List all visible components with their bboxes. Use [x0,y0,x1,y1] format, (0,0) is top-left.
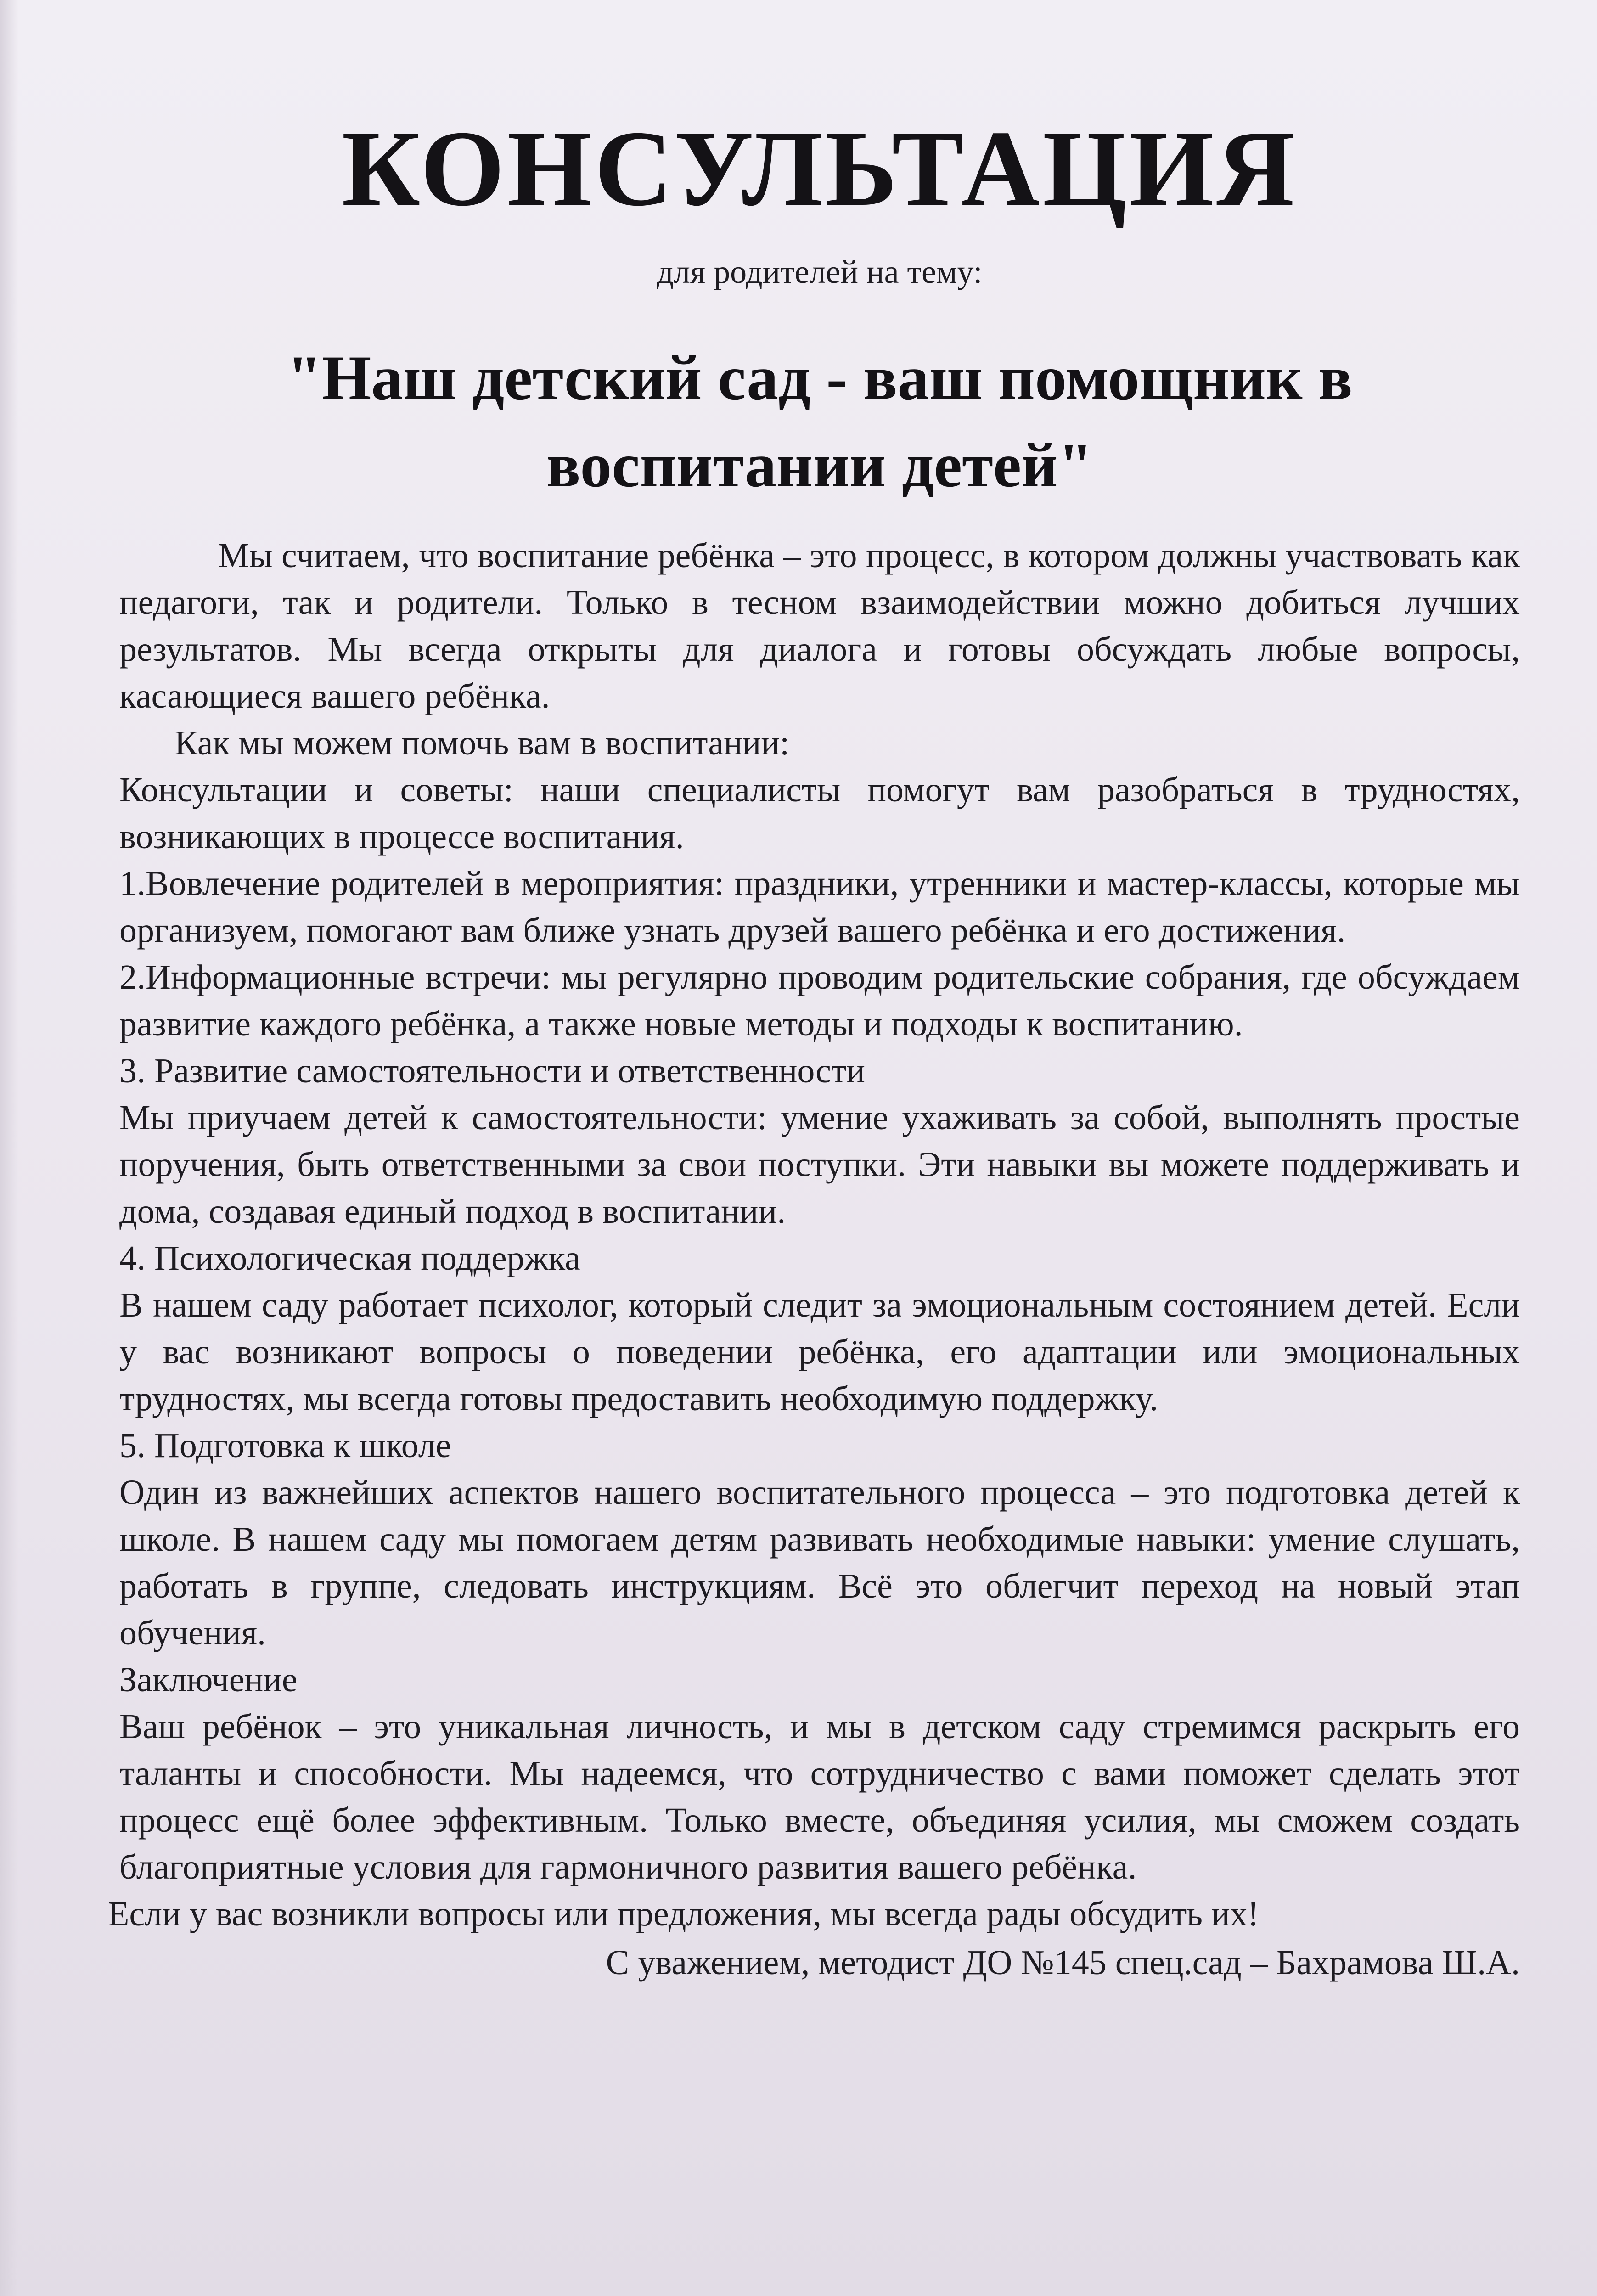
heading-item-4: 4. Психологическая поддержка [119,1238,580,1277]
heading-item-5: 5. Подготовка к школе [119,1426,451,1465]
paragraph-item-3: Мы приучаем детей к самостоятельности: умение ухаживать за собой, выполнять простые поручения, быть ответственными за свои поступки. Эти навыки вы можете поддерживать и дома, создавая единый подход в воспитании. [119,1098,1520,1231]
paragraph-how-we-help: Как мы можем помочь вам в воспитании: [174,723,790,762]
paragraph-item-5: Один из важнейших аспектов нашего воспитательного процесса – это подготовка детей к школе. В нашем саду мы помогаем детям развивать необходимые навыки: умение слушать, работать в группе, следовать инструкциям. Всё это облегчит переход на новый этап обучения. [119,1473,1520,1652]
paragraph-consultations: Консультации и советы: наши специалисты помогут вам разобраться в трудностях, возникающих в процессе воспитания. [119,770,1520,856]
paper-edge-shadow [0,0,18,2296]
heading-item-3: 3. Развитие самостоятельности и ответственности [119,1051,865,1090]
signature-line: С уважением, методист ДО №145 спец.сад – Бахрамова Ш.А. [606,1943,1520,1982]
paragraph-item-2: 2.Информационные встречи: мы регулярно проводим родительские собрания, где обсуждаем развитие каждого ребёнка, а также новые методы и подходы к воспитанию. [119,957,1520,1043]
document-topic: "Наш детский сад - ваш помощник в воспитании детей" [287,343,1353,501]
heading-conclusion: Заключение [119,1660,298,1699]
document-body [108,532,1520,1986]
paragraph-intro: Мы считаем, что воспитание ребёнка – это процесс, в котором должны участвовать как педагоги, так и родители. Только в тесном взаимодействии можно добиться лучших результатов. Мы всегда открыты для диалога и готовы обсуждать любые вопросы, касающиеся вашего ребёнка. [119,536,1520,715]
document-content [108,109,1520,1986]
paragraph-item-4: В нашем саду работает психолог, который следит за эмоциональным состоянием детей. Если у вас возникают вопросы о поведении ребёнка, его адаптации или эмоциональных трудностях, мы всегда готовы предоставить необходимую поддержку. [119,1285,1520,1418]
document-subtitle: для родителей на тему: [657,253,983,290]
paragraph-item-1: 1.Вовлечение родителей в мероприятия: праздники, утренники и мастер-классы, которые мы организуем, помогают вам ближе узнать друзей вашего ребёнка и его достижения. [119,864,1520,950]
document-title: КОНСУЛЬТАЦИЯ [342,109,1298,229]
paragraph-conclusion: Ваш ребёнок – это уникальная личность, и мы в детском саду стремимся раскрыть его таланты и способности. Мы надеемся, что сотрудничество с вами поможет сделать этот процесс ещё более эффективным. Только вместе, объединяя усилия, мы сможем создать благоприятные условия для гармоничного развития вашего ребёнка. [119,1707,1520,1886]
paragraph-closing: Если у вас возникли вопросы или предложения, мы всегда рады обсудить их! [108,1894,1260,1933]
